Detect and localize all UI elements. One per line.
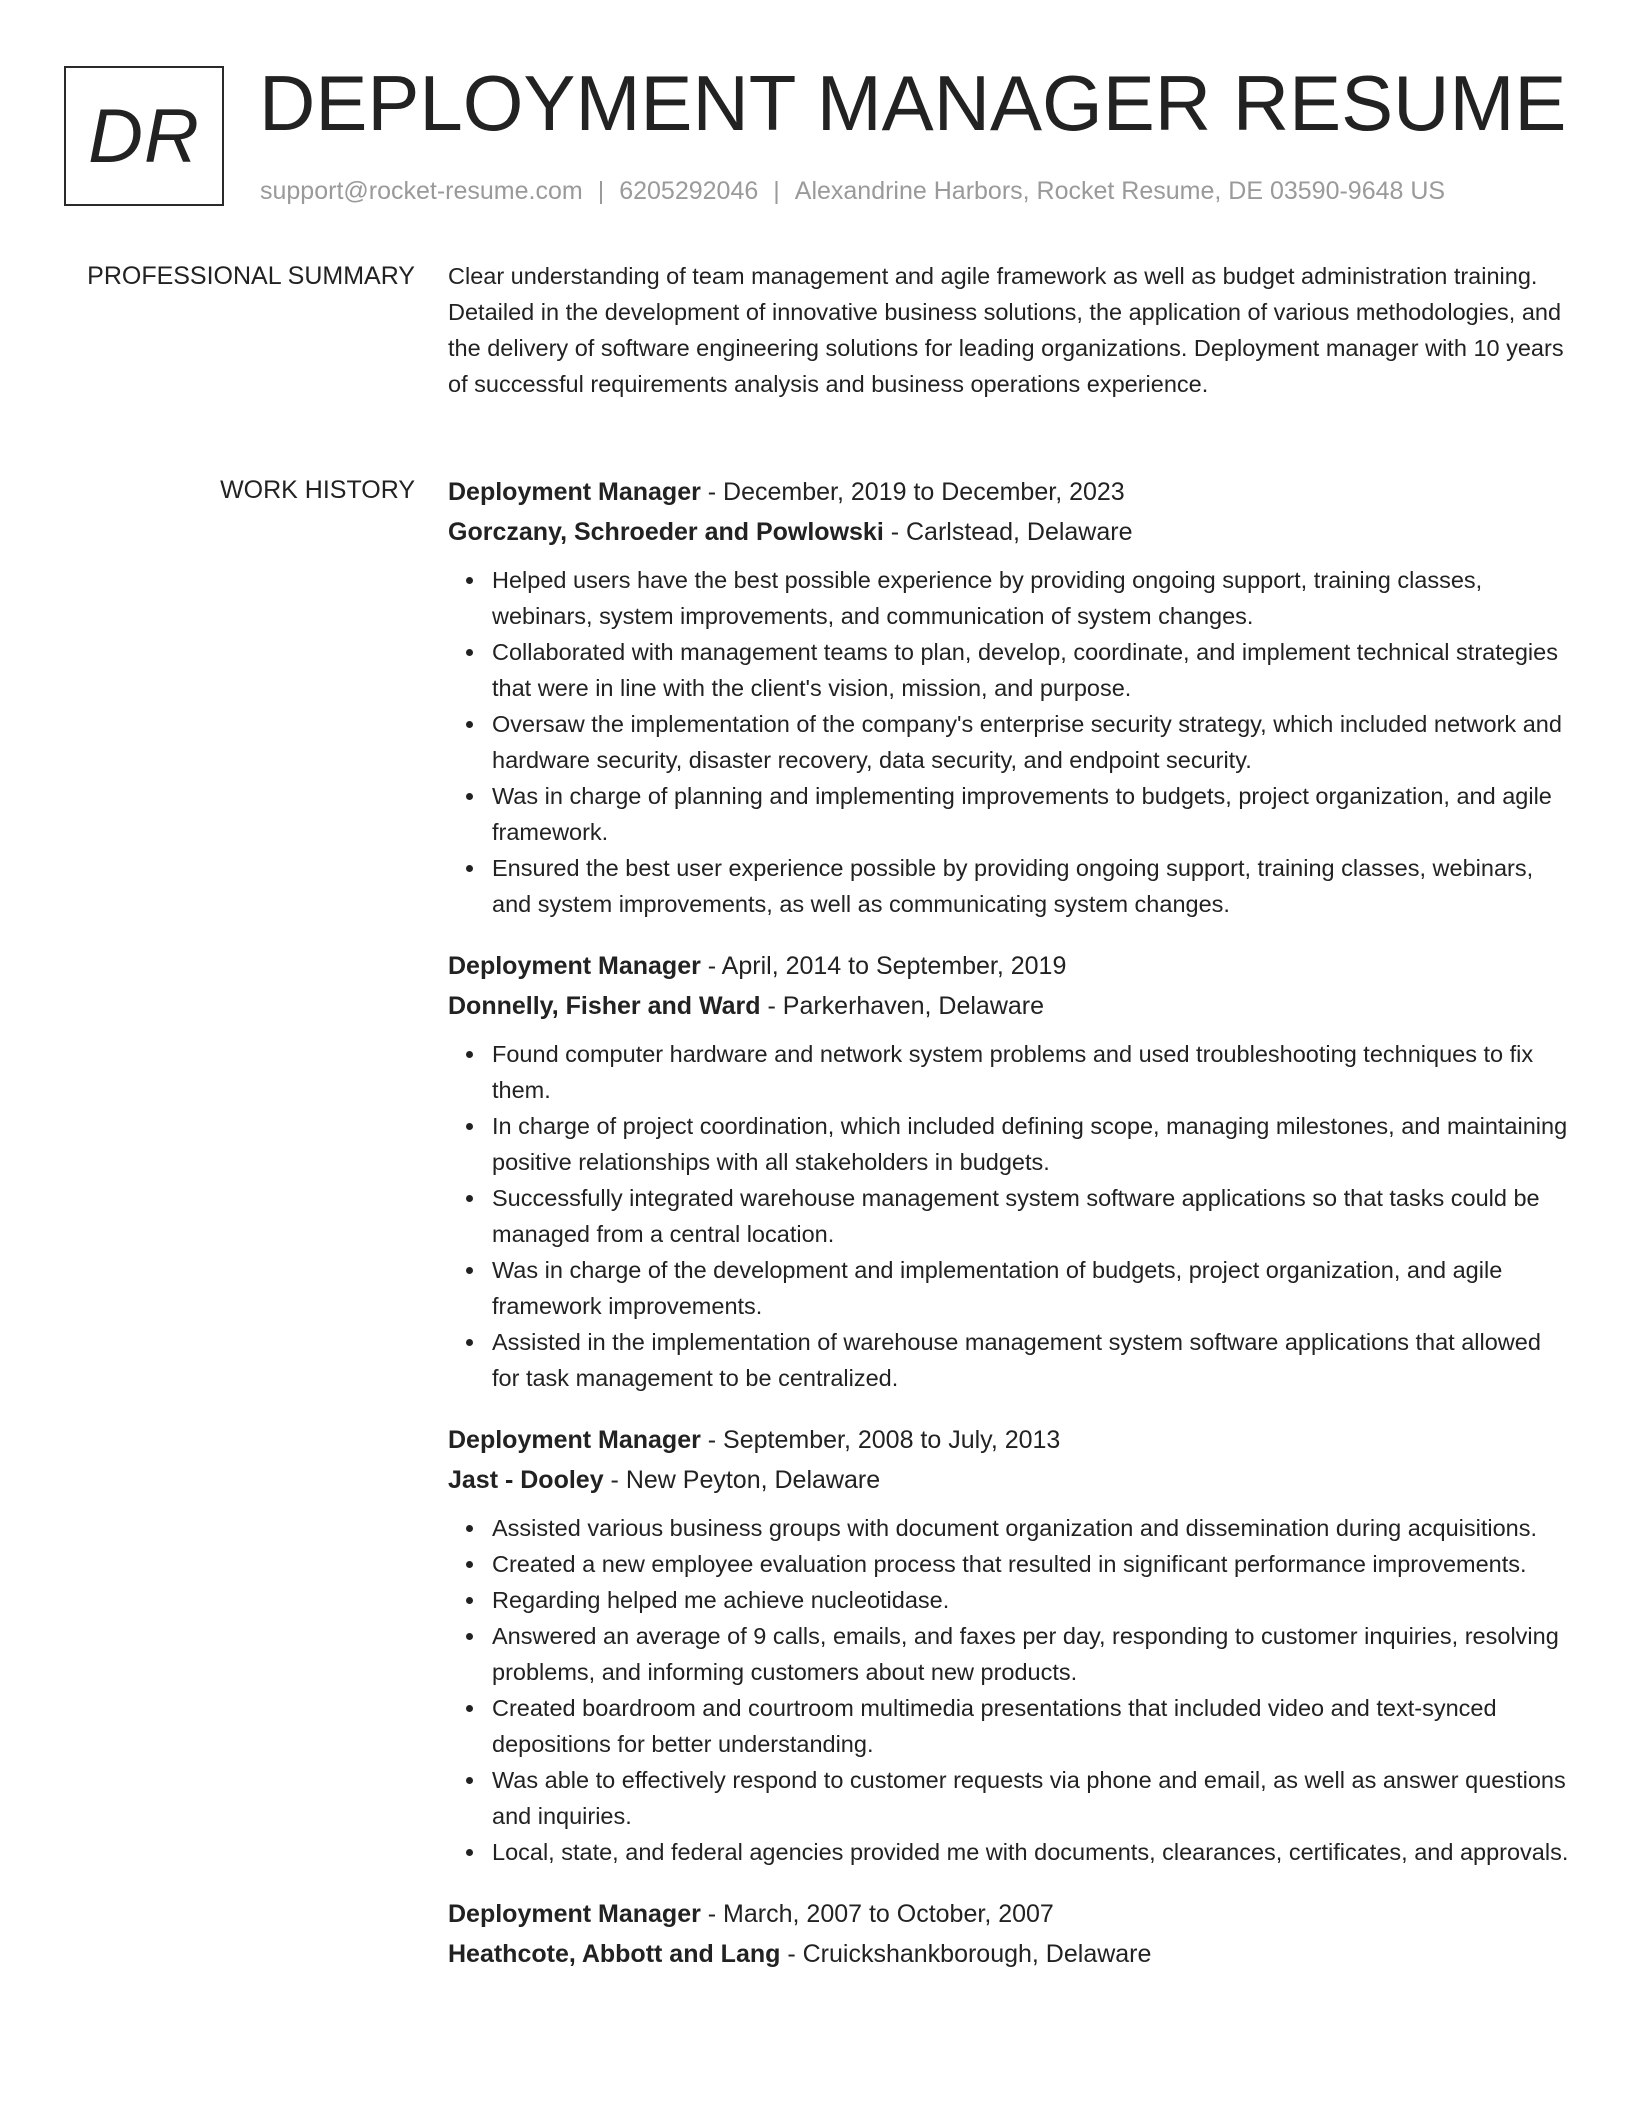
job-bullet: Was in charge of planning and implementing improvements to budgets, project organization, and agile framework.	[492, 778, 1573, 850]
job-bullet: Assisted various business groups with document organization and dissemination during acquisitions.	[492, 1510, 1573, 1546]
job-title: Deployment Manager	[448, 952, 701, 980]
job-company-line	[448, 512, 1573, 552]
job-company: Heathcote, Abbott and Lang	[448, 1940, 781, 1968]
contact-separator: |	[773, 177, 780, 205]
job-company: Jast - Dooley	[448, 1466, 604, 1494]
job-title: Deployment Manager	[448, 478, 701, 506]
job-bullet: Created boardroom and courtroom multimedia presentations that included video and text-synced depositions for better understanding.	[492, 1690, 1573, 1762]
contact-email: support@rocket-resume.com	[260, 177, 583, 205]
job-dates: - April, 2014 to September, 2019	[700, 952, 1067, 980]
job-title-line	[448, 472, 1573, 512]
job-bullet: Answered an average of 9 calls, emails, and faxes per day, responding to customer inquiries, resolving problems, and informing customers about new products.	[492, 1618, 1573, 1690]
job-title: Deployment Manager	[448, 1900, 701, 1928]
job-bullet: Created a new employee evaluation process that resulted in significant performance improvements.	[492, 1546, 1573, 1582]
job-bullet: Found computer hardware and network system problems and used troubleshooting techniques to fix them.	[492, 1036, 1573, 1108]
summary-heading: PROFESSIONAL SUMMARY	[87, 262, 415, 290]
job-title-line	[448, 1894, 1573, 1934]
job-entry	[448, 1894, 1573, 1974]
job-bullet-list	[448, 1510, 1573, 1870]
job-company: Gorczany, Schroeder and Powlowski	[448, 518, 884, 546]
work-history-heading: WORK HISTORY	[220, 476, 415, 504]
job-bullet: Helped users have the best possible experience by providing ongoing support, training classes, webinars, system improvements, and communication of system changes.	[492, 562, 1573, 634]
job-bullet: Oversaw the implementation of the company's enterprise security strategy, which included network and hardware security, disaster recovery, data security, and endpoint security.	[492, 706, 1573, 778]
job-bullet: Successfully integrated warehouse management system software applications so that tasks could be managed from a central location.	[492, 1180, 1573, 1252]
job-dates: - September, 2008 to July, 2013	[700, 1426, 1061, 1454]
job-dates: - December, 2019 to December, 2023	[700, 478, 1125, 506]
work-history-list	[448, 472, 1573, 1998]
job-bullet: Was in charge of the development and implementation of budgets, project organization, and agile framework improvements.	[492, 1252, 1573, 1324]
job-company-line	[448, 1934, 1573, 1974]
job-bullet: Assisted in the implementation of warehouse management system software applications that allowed for task management to be centralized.	[492, 1324, 1573, 1396]
job-bullet: In charge of project coordination, which included defining scope, managing milestones, and maintaining positive relationships with all stakeholders in budgets.	[492, 1108, 1573, 1180]
job-bullet: Collaborated with management teams to plan, develop, coordinate, and implement technical strategies that were in line with the client's vision, mission, and purpose.	[492, 634, 1573, 706]
job-entry	[448, 1420, 1573, 1870]
job-company-line	[448, 986, 1573, 1026]
resume-title: DEPLOYMENT MANAGER RESUME	[259, 59, 1567, 147]
job-title: Deployment Manager	[448, 1426, 701, 1454]
monogram-box	[64, 66, 224, 206]
job-location: - Cruickshankborough, Delaware	[780, 1940, 1152, 1968]
contact-line	[260, 175, 1445, 207]
summary-text: Clear understanding of team management and agile framework as well as budget administration training. Detailed in the development of innovative business solutions, the application of various methodologies, and the delivery of software engineering solutions for leading organizations. Deployment manager with 10 years of successful requirements analysis and business operations experience.	[448, 263, 1564, 397]
job-title-line	[448, 946, 1573, 986]
contact-phone: 6205292046	[619, 177, 759, 205]
job-location: - Carlstead, Delaware	[883, 518, 1133, 546]
job-bullet-list	[448, 562, 1573, 922]
job-bullet: Was able to effectively respond to customer requests via phone and email, as well as answer questions and inquiries.	[492, 1762, 1573, 1834]
job-company: Donnelly, Fisher and Ward	[448, 992, 761, 1020]
job-entry	[448, 472, 1573, 922]
contact-separator: |	[597, 177, 605, 205]
job-bullet: Local, state, and federal agencies provided me with documents, clearances, certificates, and approvals.	[492, 1834, 1573, 1870]
job-dates: - March, 2007 to October, 2007	[700, 1900, 1054, 1928]
job-title-line	[448, 1420, 1573, 1460]
job-bullet: Regarding helped me achieve nucleotidase.	[492, 1582, 1573, 1618]
job-entry	[448, 946, 1573, 1396]
job-company-line	[448, 1460, 1573, 1500]
job-location: - Parkerhaven, Delaware	[760, 992, 1045, 1020]
job-location: - New Peyton, Delaware	[603, 1466, 881, 1494]
contact-address: Alexandrine Harbors, Rocket Resume, DE 03590-9648 US	[794, 177, 1446, 205]
summary-body	[448, 258, 1573, 402]
job-bullet-list	[448, 1036, 1573, 1396]
job-bullet: Ensured the best user experience possible by providing ongoing support, training classes, webinars, and system improvements, as well as communicating system changes.	[492, 850, 1573, 922]
monogram-initials: DR	[88, 93, 200, 179]
